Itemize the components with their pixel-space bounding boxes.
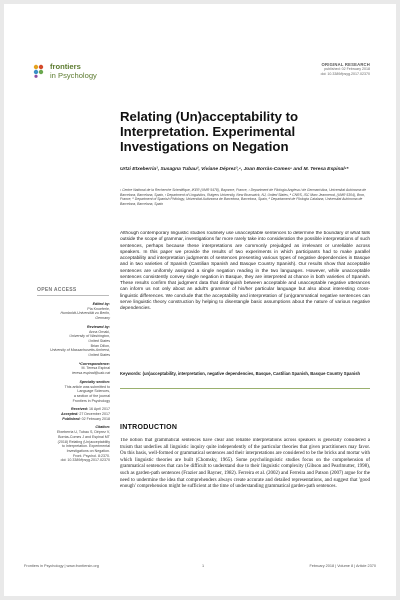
abstract: Although contemporary linguistic studies routinely use unacceptable sentences to determine the boundary of what falls outside the scope of grammar, investigations far more rarely take into consideration the possible interpretations of such sentences, perhaps because these interpretations are commonly prejudged as irrelevant or unreliable across speakers. In this paper we provide the results of two experiments in which participants had to make parallel acceptability and interpretation judgments of sentences presenting various types of negative dependencies in Basque and in two varieties of Spanish (Castilian Spanish and Basque Country Spanish). Our results show that acceptable sentences are uniformly assigned a single negation reading in the two languages. However, while unacceptable sentences consistently convey single negation in Basque, they are interpreted at chance in both varieties of Spanish. These results confirm that judgment data that distinguish between acceptable and unacceptable negative utterances can inform us not only about an adult's grammar of his/her particular language but also about interesting cross-linguistic differences. We conclude that the acceptability and interpretation of (un)grammatical negative sentences can serve linguistic theory construction by helping to disentangle basic assumptions about the nature of various negative dependencies. bbox=[120, 231, 370, 311]
doi-link[interactable]: doi: 10.3389/fpsyg.2017.02370 bbox=[320, 72, 370, 76]
introduction-text: The notion that grammatical sentences have clear and reliable interpretations across speakers is generally considered a truism that underlies all linguistic inquiry quite independently of the particular theories that given practitioners may favor. On this basis, well-formed or grammatical sentences and their interpretations are considered to be the bricks and mortar with which linguistic theories are built (Chomsky, 1965). Some psycholinguistic studies focus on the comprehension of grammatical sentences that can be difficult to understand due to their linguistic complexity (Gibson and Pearlmutter, 1998), such as garden-path sentences (Frazier and Rayner, 1982). Ferreira et al. (2002) and Ferreira and Patson (2007) argue for the need to undermine the idea that comprehenders always create accurate and detailed representations, and suggest that 'good enough' comprehension might be sufficient at the time of understanding grammatical garden-path sentences. bbox=[120, 438, 370, 490]
sidebar-divider bbox=[37, 295, 109, 296]
article-meta bbox=[321, 62, 370, 77]
journal-logo[interactable] bbox=[33, 62, 143, 86]
article-type: ORIGINAL RESEARCH bbox=[321, 62, 370, 67]
citation-doi-link[interactable]: doi: 10.3389/fpsyg.2017.02370 bbox=[60, 458, 110, 463]
logo-line1: frontiers bbox=[50, 62, 81, 71]
keywords-divider bbox=[120, 388, 370, 389]
citation-block: Citation: Etxeberria U, Tubau S, Déprez V, Borràs-Comes J and Espinal MT (2018) Relating (Un)acceptability to Interpretation. Experimental Investigations on Negation. Front. Psychol. 8:2370. doi: 10.3389/fpsyg.2017.02370 bbox=[32, 425, 110, 463]
author-list: Urtzi Etxeberria¹, Susagna Tubau², Viviane Déprez³,⁴, Joan Borràs-Comes⁵ and M. Teresa Espinal⁵* bbox=[120, 167, 349, 172]
edited-by-block: Edited by: Pia Knoeferle, Humboldt-Universität zu Berlin, Germany bbox=[60, 302, 110, 321]
keywords-label: Keywords: bbox=[120, 371, 142, 376]
logo-text bbox=[50, 62, 97, 80]
published-date: published: 02 February 2018 bbox=[324, 67, 370, 71]
open-access-label: OPEN ACCESS bbox=[37, 287, 77, 293]
paper-page bbox=[4, 4, 396, 596]
section-heading-introduction: INTRODUCTION bbox=[120, 424, 178, 431]
affiliations: ¹ Centre National de la Recherche Scientifique, IKER (UMR 5478), Bayonne, France, ² Department de Filologia Anglesa i de Germanística, Universitat Autònoma de Barcelona, Barcelona, Spain, ³ Department of Linguistics, Rutgers University, New Brunswick, NJ, United States, ⁴ CNRS, ISC Marc Jeannerod, (UMR 5304), Bron, France, ⁵ Department of Spanish Philology, Universitat Autònoma de Barcelona, Barcelona, Spain, ⁶ Departament de Filologia Catalana, Universitat Autònoma de Barcelona, Barcelona, Spain bbox=[120, 188, 367, 206]
correspondence-block: *Correspondence: M. Teresa Espinal teresa.espinal@uab.cat bbox=[32, 362, 110, 376]
paper-title: Relating (Un)acceptability to Interpretation. Experimental Investigations on Negation bbox=[120, 109, 299, 155]
keywords bbox=[120, 371, 370, 377]
specialty-block: Specialty section: This article was submitted to Language Sciences, a section of the journal Frontiers in Psychology bbox=[64, 379, 110, 403]
footer-issue: February 2018 | Volume 8 | Article 2370 bbox=[309, 564, 376, 568]
reviewed-by-block: Reviewed by: Anna Ornaki, University of Washington, United States Brian Dillon, University of Massachusetts Amherst, United States bbox=[50, 324, 110, 358]
article-sidebar bbox=[32, 302, 110, 467]
keywords-list: (un)acceptability, interpretation, negative dependencies, Basque, Castilian Spanish, Basque Country Spanish bbox=[142, 371, 361, 376]
page-number: 1 bbox=[202, 564, 205, 568]
correspondence-email-link[interactable]: teresa.espinal@uab.cat bbox=[72, 371, 110, 376]
frontiers-logo-icon bbox=[33, 64, 47, 78]
footer-journal[interactable]: Frontiers in Psychology | www.frontiersin.org bbox=[24, 564, 99, 568]
logo-line2: in Psychology bbox=[50, 71, 97, 80]
dates-block: Received: 16 April 2017 Accepted: 27 December 2017 Published: 02 February 2018 bbox=[61, 407, 110, 421]
